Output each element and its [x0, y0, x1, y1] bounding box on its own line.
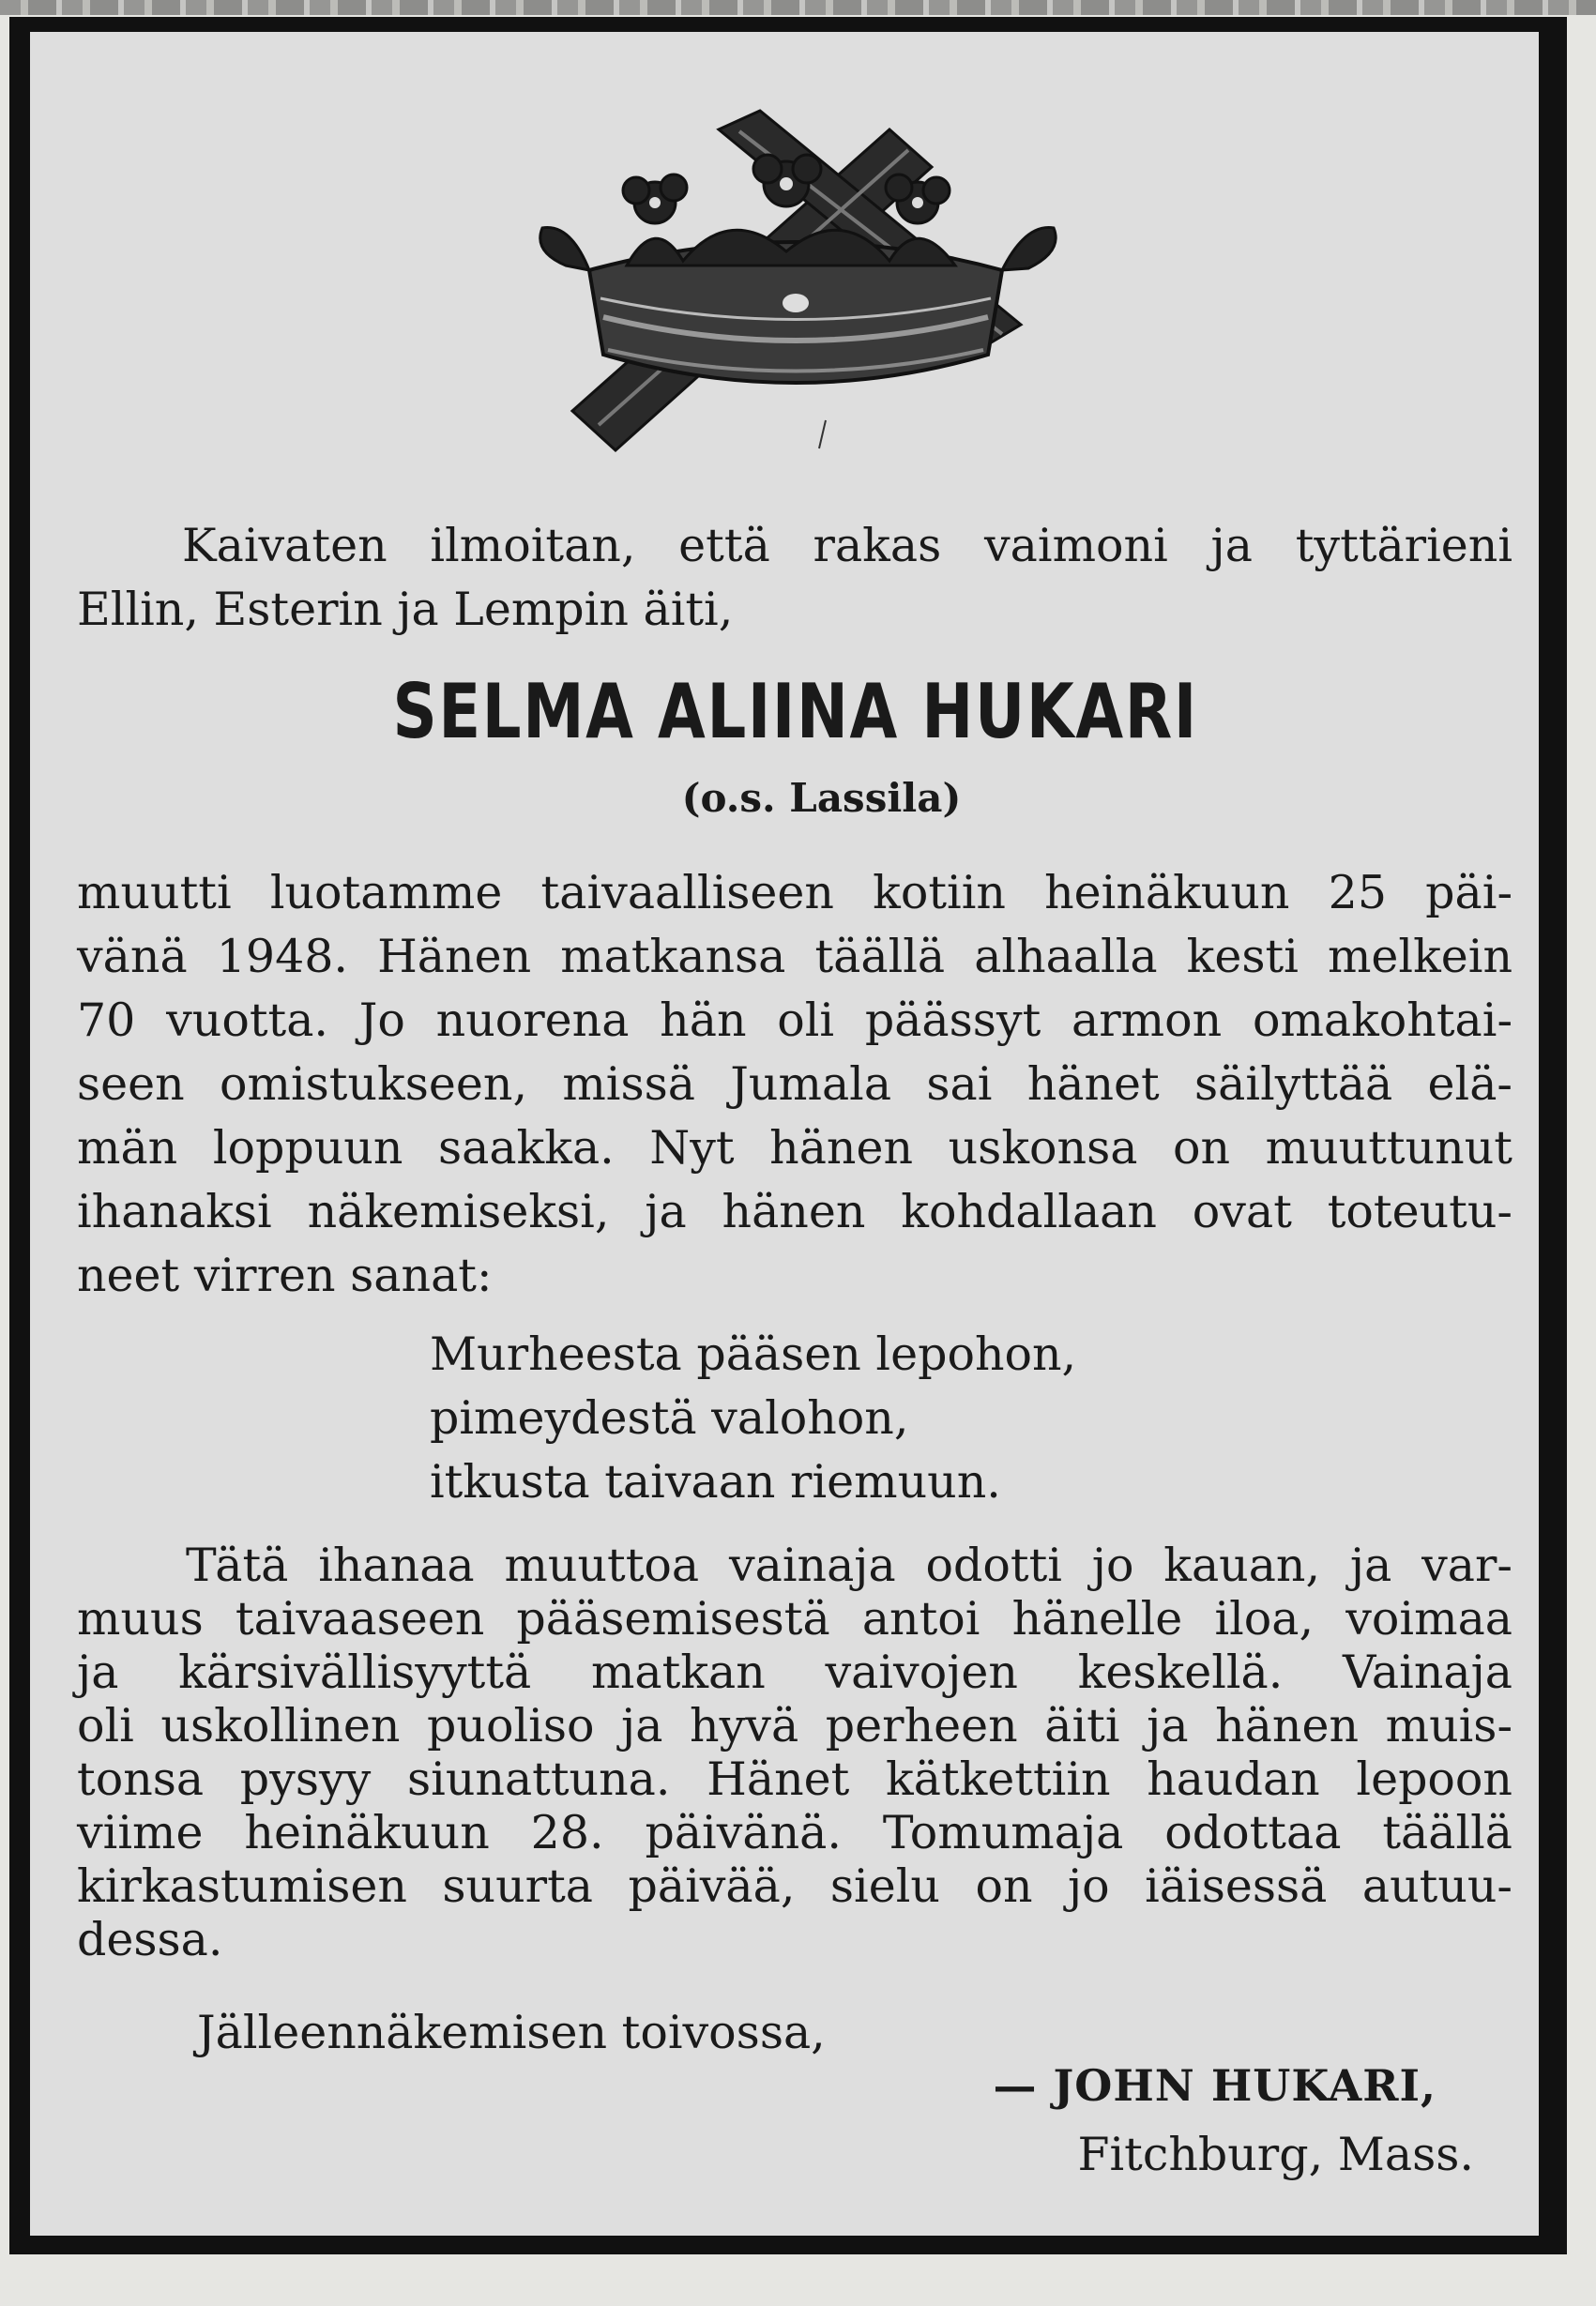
closing-line: Jälleennäkemisen toivossa,	[197, 2006, 826, 2059]
verse-line: pimeydestä valohon,	[430, 1391, 909, 1445]
body-line: neet virren sanat:	[77, 1249, 493, 1302]
body-line: dessa.	[77, 1913, 223, 1966]
body-line: män loppuun saakka. Nyt hänen uskonsa on muuttunut	[77, 1121, 1512, 1175]
signer-location: Fitchburg, Mass.	[1077, 2128, 1474, 2181]
body-line: tonsa pysyy siunattuna. Hänet kätkettiin haudan lepoon	[77, 1752, 1512, 1806]
body-line: ihanaksi näkemiseksi, ja hänen kohdallaan ovat toteutu-	[77, 1185, 1512, 1238]
body-line: 70 vuotta. Jo nuorena hän oli päässyt armon omakohtai-	[77, 994, 1512, 1047]
crown-and-cross-icon	[514, 101, 1068, 458]
signer-name: — JOHN HUKARI,	[993, 2060, 1436, 2111]
hymn-verse	[430, 1323, 1076, 1514]
intro-paragraph	[77, 514, 1512, 642]
body-line: Tätä ihanaa muuttoa vainaja odotti jo kauan, ja var-	[186, 1539, 1512, 1592]
verse-line: Murheesta pääsen lepohon,	[430, 1327, 1077, 1381]
body-line: muus taivaaseen pääsemisestä antoi hänelle iloa, voimaa	[77, 1592, 1512, 1646]
intro-line: Ellin, Esterin ja Lempin äiti,	[77, 583, 734, 636]
body-line: vänä 1948. Hänen matkansa täällä alhaalla kesti melkein	[77, 930, 1512, 983]
body-line: viime heinäkuun 28. päivänä. Tomumaja odottaa täällä	[77, 1806, 1512, 1859]
intro-line: Kaivaten ilmoitan, että rakas vaimoni ja tyttärieni	[182, 519, 1512, 572]
body-line: muutti luotamme taivaalliseen kotiin heinäkuun 25 päi-	[77, 866, 1512, 919]
body-line: seen omistukseen, missä Jumala sai hänet säilyttää elä-	[77, 1057, 1512, 1111]
maiden-name: (o.s. Lassila)	[681, 775, 962, 821]
body-line: ja kärsivällisyyttä matkan vaivojen keskellä. Vainaja	[77, 1646, 1512, 1699]
body-line: oli uskollinen puoliso ja hyvä perheen äiti ja hänen muis-	[77, 1699, 1512, 1752]
body-line: kirkastumisen suurta päivää, sielu on jo iäisessä autuu-	[77, 1859, 1512, 1913]
verse-line: itkusta taivaan riemuun.	[430, 1455, 1001, 1509]
second-paragraph	[77, 1539, 1512, 1966]
newspaper-top-edge	[0, 0, 1596, 15]
deceased-name: SELMA ALIINA HUKARI	[392, 668, 1198, 755]
body-paragraph	[77, 861, 1512, 1308]
